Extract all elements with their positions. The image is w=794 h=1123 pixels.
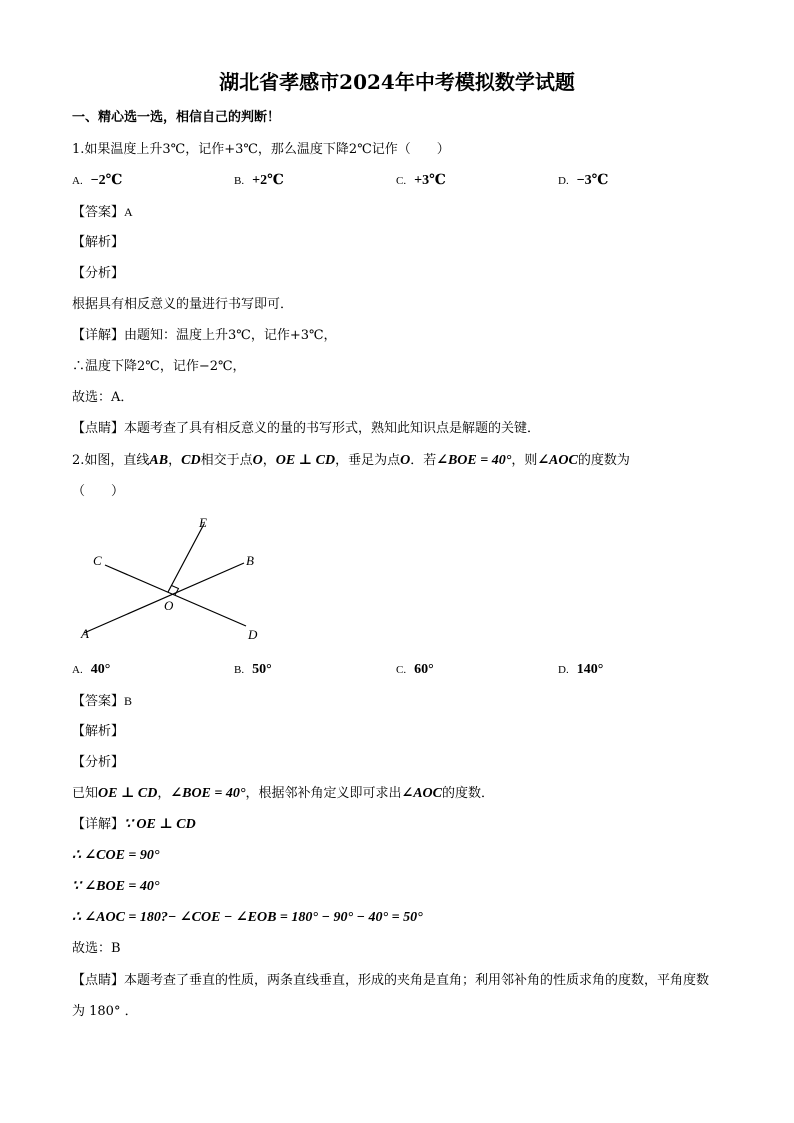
math-angle: ∠BOE = 40° — [436, 453, 512, 468]
q1-option-b — [234, 173, 284, 189]
stem-text: 2.如图，直线 — [72, 453, 150, 468]
answer-label: 【答案】 — [72, 694, 125, 709]
option-text: +3℃ — [414, 173, 446, 188]
page-title: 湖北省孝感市2024年中考模拟数学试题 — [219, 70, 575, 94]
option-text: 50° — [252, 662, 272, 677]
fenxi-text: 的度数． — [442, 786, 495, 801]
line-oe — [168, 524, 204, 592]
math-o: O — [400, 453, 411, 468]
line-cd — [105, 565, 246, 626]
label-b: B — [246, 553, 254, 568]
q1-option-a — [72, 173, 122, 189]
option-letter: C. — [396, 175, 407, 187]
q2-analysis-label: 【解析】 — [72, 724, 125, 739]
detail-label: 【详解】 — [72, 817, 125, 832]
math-o: O — [252, 453, 263, 468]
math-aoc: ∠AOC — [401, 786, 443, 801]
q2-option-d — [558, 662, 603, 678]
fenxi-text: ， — [157, 786, 171, 801]
comment-label: 【点睛】 — [72, 421, 125, 436]
q2-comment — [72, 965, 722, 1027]
math-ab: AB — [149, 453, 169, 468]
q1-stem: 1.如果温度上升3℃，记作+3℃，那么温度下降2℃记作（ ） — [72, 142, 450, 157]
detail-math: ∴ ∠AOC = 180?− ∠COE − ∠EOB = 180° − 90° − 40° = 50° — [72, 910, 423, 925]
math-perp: OE ⊥ CD — [275, 453, 336, 468]
math-angle: ∠BOE = 40° — [170, 786, 246, 801]
option-letter: A. — [72, 175, 83, 187]
q2-detail-line4 — [72, 910, 423, 926]
q1-detail-line1 — [72, 328, 337, 344]
q1-fenxi-label: 【分析】 — [72, 266, 125, 281]
detail-text: 由题知：温度上升3℃，记作+3℃， — [124, 328, 337, 343]
label-a: A — [81, 626, 89, 641]
q2-detail-line3 — [72, 879, 160, 895]
math-aoc: ∠AOC — [537, 453, 578, 468]
comment-text: 本题考查了垂直的性质，两条直线垂直，形成的夹角是直角；利用邻补角的性质求角的度数，平角度数为 180° ． — [72, 973, 710, 1019]
stem-text: ， — [168, 453, 182, 468]
q1-analysis-label: 【解析】 — [72, 235, 125, 250]
q2-fenxi-label: 【分析】 — [72, 755, 125, 770]
q2-fenxi-text — [72, 786, 494, 802]
q2-stem — [72, 453, 630, 469]
stem-text: ，垂足为点 — [335, 453, 401, 468]
option-letter: A. — [72, 664, 83, 676]
stem-text: 的度数为 — [577, 453, 630, 468]
geometry-figure — [72, 508, 272, 643]
q2-stem-paren: （ ） — [72, 484, 125, 499]
fenxi-text: 已知 — [72, 786, 99, 801]
q1-choose: 故选：A． — [72, 390, 134, 405]
stem-text: ，则 — [511, 453, 538, 468]
comment-text: 本题考查了具有相反意义的量的书写形式，熟知此知识点是解题的关键． — [124, 421, 541, 436]
fenxi-text: ，根据邻补角定义即可求出 — [245, 786, 402, 801]
detail-math: ∴ ∠COE = 90° — [72, 848, 160, 863]
answer-label: 【答案】 — [72, 205, 125, 220]
option-text: −3℃ — [576, 173, 609, 188]
label-c: C — [93, 553, 102, 568]
math-perp: OE ⊥ CD — [98, 786, 158, 801]
label-o: O — [164, 598, 174, 613]
q2-option-a — [72, 662, 110, 678]
option-text: −2℃ — [90, 173, 123, 188]
option-letter: D. — [558, 664, 569, 676]
q1-answer — [72, 204, 133, 221]
q1-detail-line2: ∴温度下降2℃，记作−2℃， — [72, 359, 246, 374]
option-letter: C. — [396, 664, 407, 676]
q1-option-d — [558, 173, 608, 189]
math-cd: CD — [181, 453, 201, 468]
option-letter: D. — [558, 175, 569, 187]
stem-text: ， — [262, 453, 276, 468]
option-letter: B. — [234, 175, 245, 187]
detail-math: ∵ ∠BOE = 40° — [72, 879, 160, 894]
label-d: D — [248, 627, 258, 642]
stem-text: ．若 — [410, 453, 437, 468]
option-text: +2℃ — [252, 173, 284, 188]
answer-value: B — [124, 694, 133, 708]
option-text: 60° — [414, 662, 434, 677]
q2-detail-line2 — [72, 848, 160, 864]
q1-comment — [72, 421, 540, 437]
comment-label: 【点睛】 — [72, 973, 125, 988]
detail-label: 【详解】 — [72, 328, 125, 343]
q2-option-c — [396, 662, 434, 678]
q2-choose: 故选：B — [72, 941, 121, 956]
q1-option-c — [396, 173, 446, 189]
q1-fenxi-text: 根据具有相反意义的量进行书写即可． — [72, 297, 294, 312]
section-heading: 一、精心选一选，相信自己的判断！ — [72, 110, 281, 125]
label-e: E — [199, 515, 207, 530]
answer-value: A — [124, 205, 133, 219]
q2-detail-line1 — [72, 817, 196, 833]
option-text: 140° — [576, 662, 604, 677]
q2-option-b — [234, 662, 272, 678]
q2-answer — [72, 693, 132, 710]
option-text: 40° — [90, 662, 111, 677]
detail-math: ∵ OE ⊥ CD — [124, 817, 196, 832]
option-letter: B. — [234, 664, 245, 676]
stem-text: 相交于点 — [200, 453, 253, 468]
